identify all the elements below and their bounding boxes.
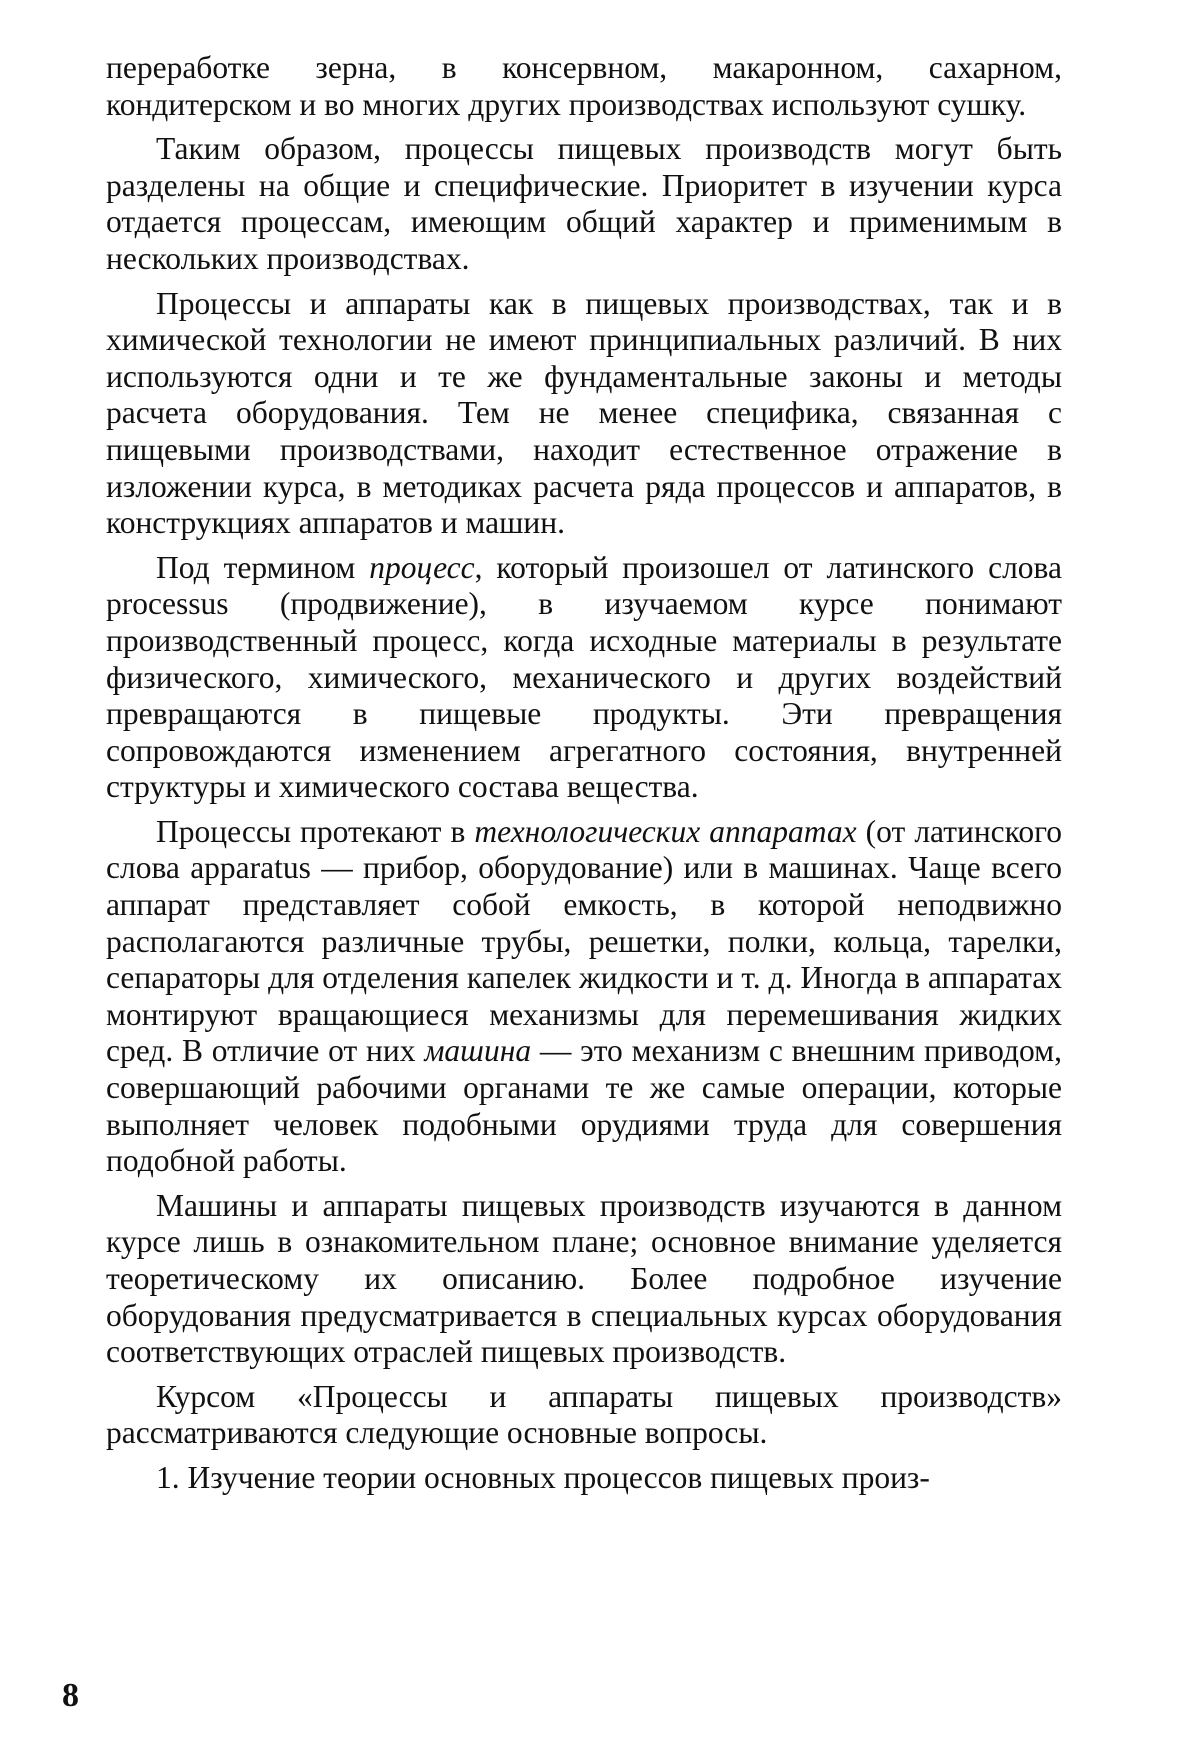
paragraph-8-text: 1. Изучение теории основных процессов пищевых произ- xyxy=(156,1459,930,1495)
paragraph-6-text: Машины и аппараты пищевых производств изучаются в данном курсе лишь в ознакомительном плане; основное внимание уделяется теоретическому их описанию. Более подробное изучение оборудования предусматривается в специальных курсах оборудования соответствующих отраслей пищевых производств. xyxy=(106,1187,1062,1370)
paragraph-7 xyxy=(106,1379,1062,1452)
paragraph-6 xyxy=(106,1188,1062,1371)
term-process: процесс xyxy=(369,549,475,585)
paragraph-5-text-a: Процессы протекают в xyxy=(156,813,475,849)
term-technological-apparatus: технологических аппаратах xyxy=(474,813,857,849)
paragraph-5-text-c: — это механизм с внешним приводом, совершающий рабочими органами те же самые операции, которые выполняет человек подобными орудиями труда для совершения подобной работы. xyxy=(106,1033,1062,1179)
term-machine: машина xyxy=(424,1033,532,1069)
paragraph-5 xyxy=(106,814,1062,1180)
paragraph-7-text: Курсом «Процессы и аппараты пищевых производств» рассматриваются следующие основные вопросы. xyxy=(106,1378,1062,1451)
paragraph-2-text: Таким образом, процессы пищевых производств могут быть разделены на общие и специфические. Приоритет в изучении курса отдается процессам, имеющим общий характер и применимым в нескольких производствах. xyxy=(106,131,1062,276)
paragraph-2 xyxy=(106,131,1062,277)
page-body xyxy=(106,50,1062,1505)
paragraph-8 xyxy=(106,1460,1062,1497)
paragraph-4-text-a: Под термином xyxy=(156,549,370,585)
paragraph-4 xyxy=(106,550,1062,806)
paragraph-4-text-b: , который произошел от латинского слова processus (продвижение), в изучаемом курсе понимают производственный процесс, когда исходные материалы в результате физического, химического, механического и других воздействий превращаются в пищевые продукты. Эти превращения сопровождаются изменением агрегатного состояния, внутренней структуры и химического состава вещества. xyxy=(106,549,1062,805)
paragraph-3-text: Процессы и аппараты как в пищевых производствах, так и в химической технологии не имеют принципиальных различий. В них используются одни и те же фундаментальные законы и методы расчета оборудования. Тем не менее специфика, связанная с пищевыми производствами, находит естественное отражение в изложении курса, в методиках расчета ряда процессов и аппаратов, в конструкциях аппаратов и машин. xyxy=(106,285,1062,541)
paragraph-1 xyxy=(106,50,1062,123)
paragraph-1-text: переработке зерна, в консервном, макаронном, сахарном, кондитерском и во многих других производствах используют сушку. xyxy=(106,50,1062,122)
paragraph-3 xyxy=(106,286,1062,542)
page-number: 8 xyxy=(62,1677,79,1714)
paragraph-5-text-b: (от латинского слова apparatus — прибор, оборудование) или в машинах. Чаще всего аппарат представляет собой емкость, в которой неподвижно располагаются различные трубы, решетки, полки, кольца, тарелки, сепараторы для отделения капелек жидкости и т. д. Иногда в аппаратах монтируют вращающиеся механизмы для перемешивания жидких сред. В отличие от них xyxy=(106,813,1063,1069)
